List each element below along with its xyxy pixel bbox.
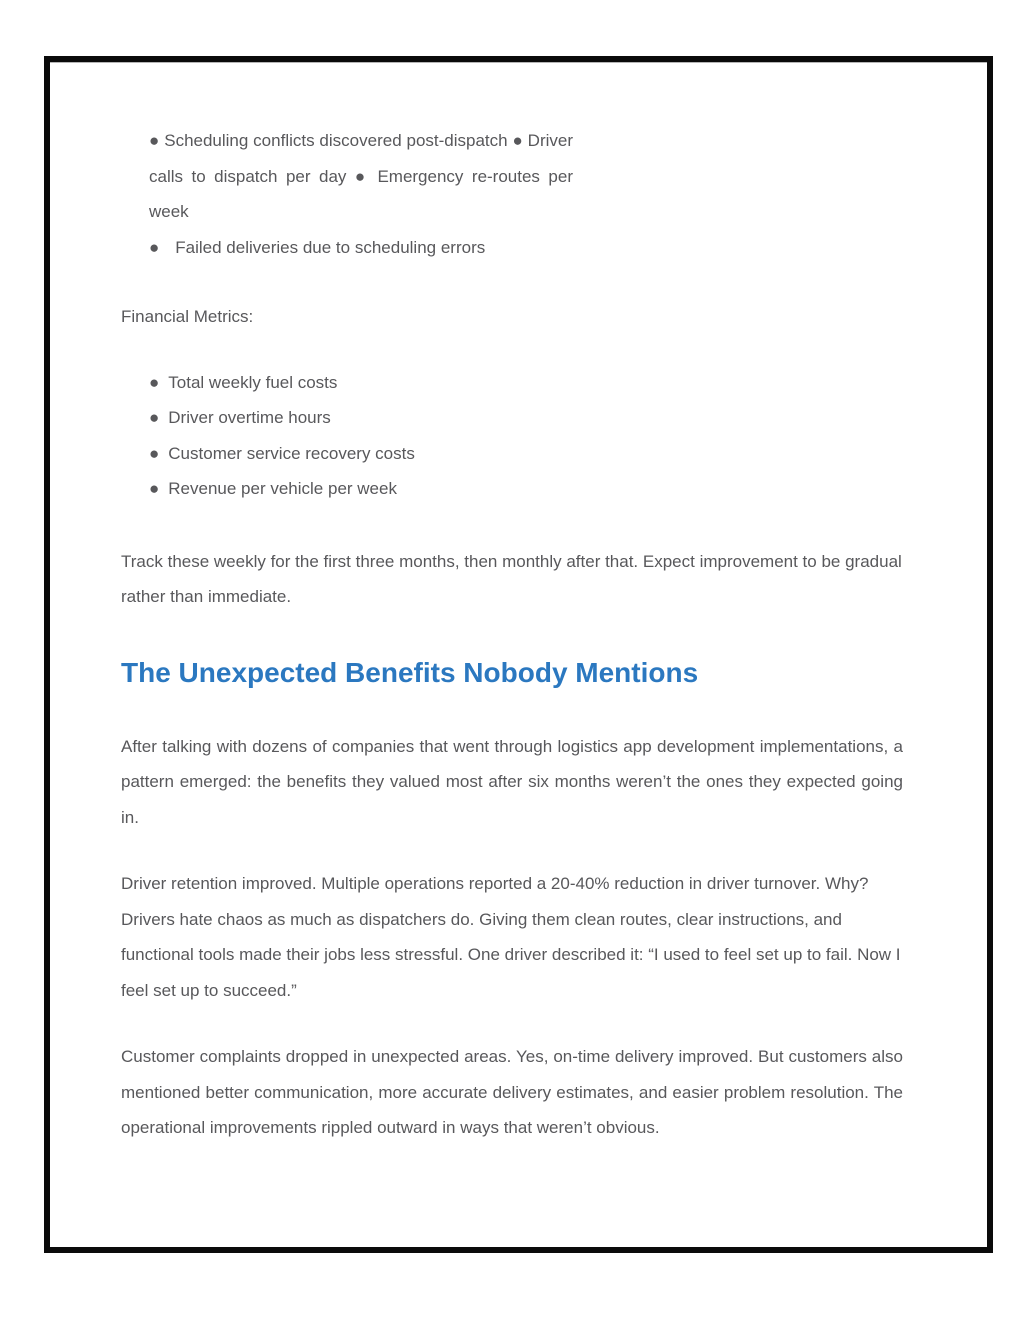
list-item-label: Total weekly fuel costs	[168, 372, 338, 392]
document-page	[44, 56, 993, 1253]
list-item-label: Customer service recovery costs	[168, 443, 415, 463]
bullet-icon: ●	[149, 479, 160, 498]
list-item-label: Driver overtime hours	[168, 408, 331, 427]
bullet-icon: ●	[149, 443, 160, 463]
list-item-label: Revenue per vehicle per week	[168, 479, 397, 498]
document-content	[50, 62, 987, 1247]
list-item	[149, 400, 903, 436]
bullet-icon: ●	[149, 372, 160, 392]
body-paragraph: After talking with dozens of companies that went through logistics app development implementations, a pattern emerged: the benefits they valued most after six months weren’t the ones they expected going in.	[121, 736, 903, 827]
tracking-note-paragraph: Track these weekly for the first three months, then monthly after that. Expect improvement to be gradual rather than immediate.	[121, 551, 902, 606]
bullet-item-failed-deliveries	[149, 230, 903, 266]
bullet-item-label: Failed deliveries due to scheduling errors	[175, 237, 486, 257]
section-heading: The Unexpected Benefits Nobody Mentions	[121, 656, 699, 688]
financial-metrics-list	[121, 365, 903, 507]
operational-metrics-inline-bullets: ● Scheduling conflicts discovered post-dispatch ● Driver calls to dispatch per day ● Emergency re-routes per week	[149, 131, 573, 221]
bullet-icon: ●	[149, 408, 160, 427]
body-paragraph: Driver retention improved. Multiple operations reported a 20-40% reduction in driver turnover. Why? Drivers hate chaos as much as dispatchers do. Giving them clean routes, clear instructions, and functional tools made their jobs less stressful. One driver described it: “I used to feel set up to fail. Now I feel set up to succeed.”	[121, 874, 901, 1000]
list-item	[149, 365, 903, 401]
list-item	[149, 436, 903, 472]
bullet-icon: ●	[149, 237, 160, 257]
list-item	[149, 471, 903, 507]
body-paragraph: Customer complaints dropped in unexpected areas. Yes, on-time delivery improved. But customers also mentioned better communication, more accurate delivery estimates, and easier problem resolution. The operational improvements rippled outward in ways that weren’t obvious.	[121, 1047, 903, 1137]
financial-metrics-label: Financial Metrics:	[121, 307, 254, 326]
